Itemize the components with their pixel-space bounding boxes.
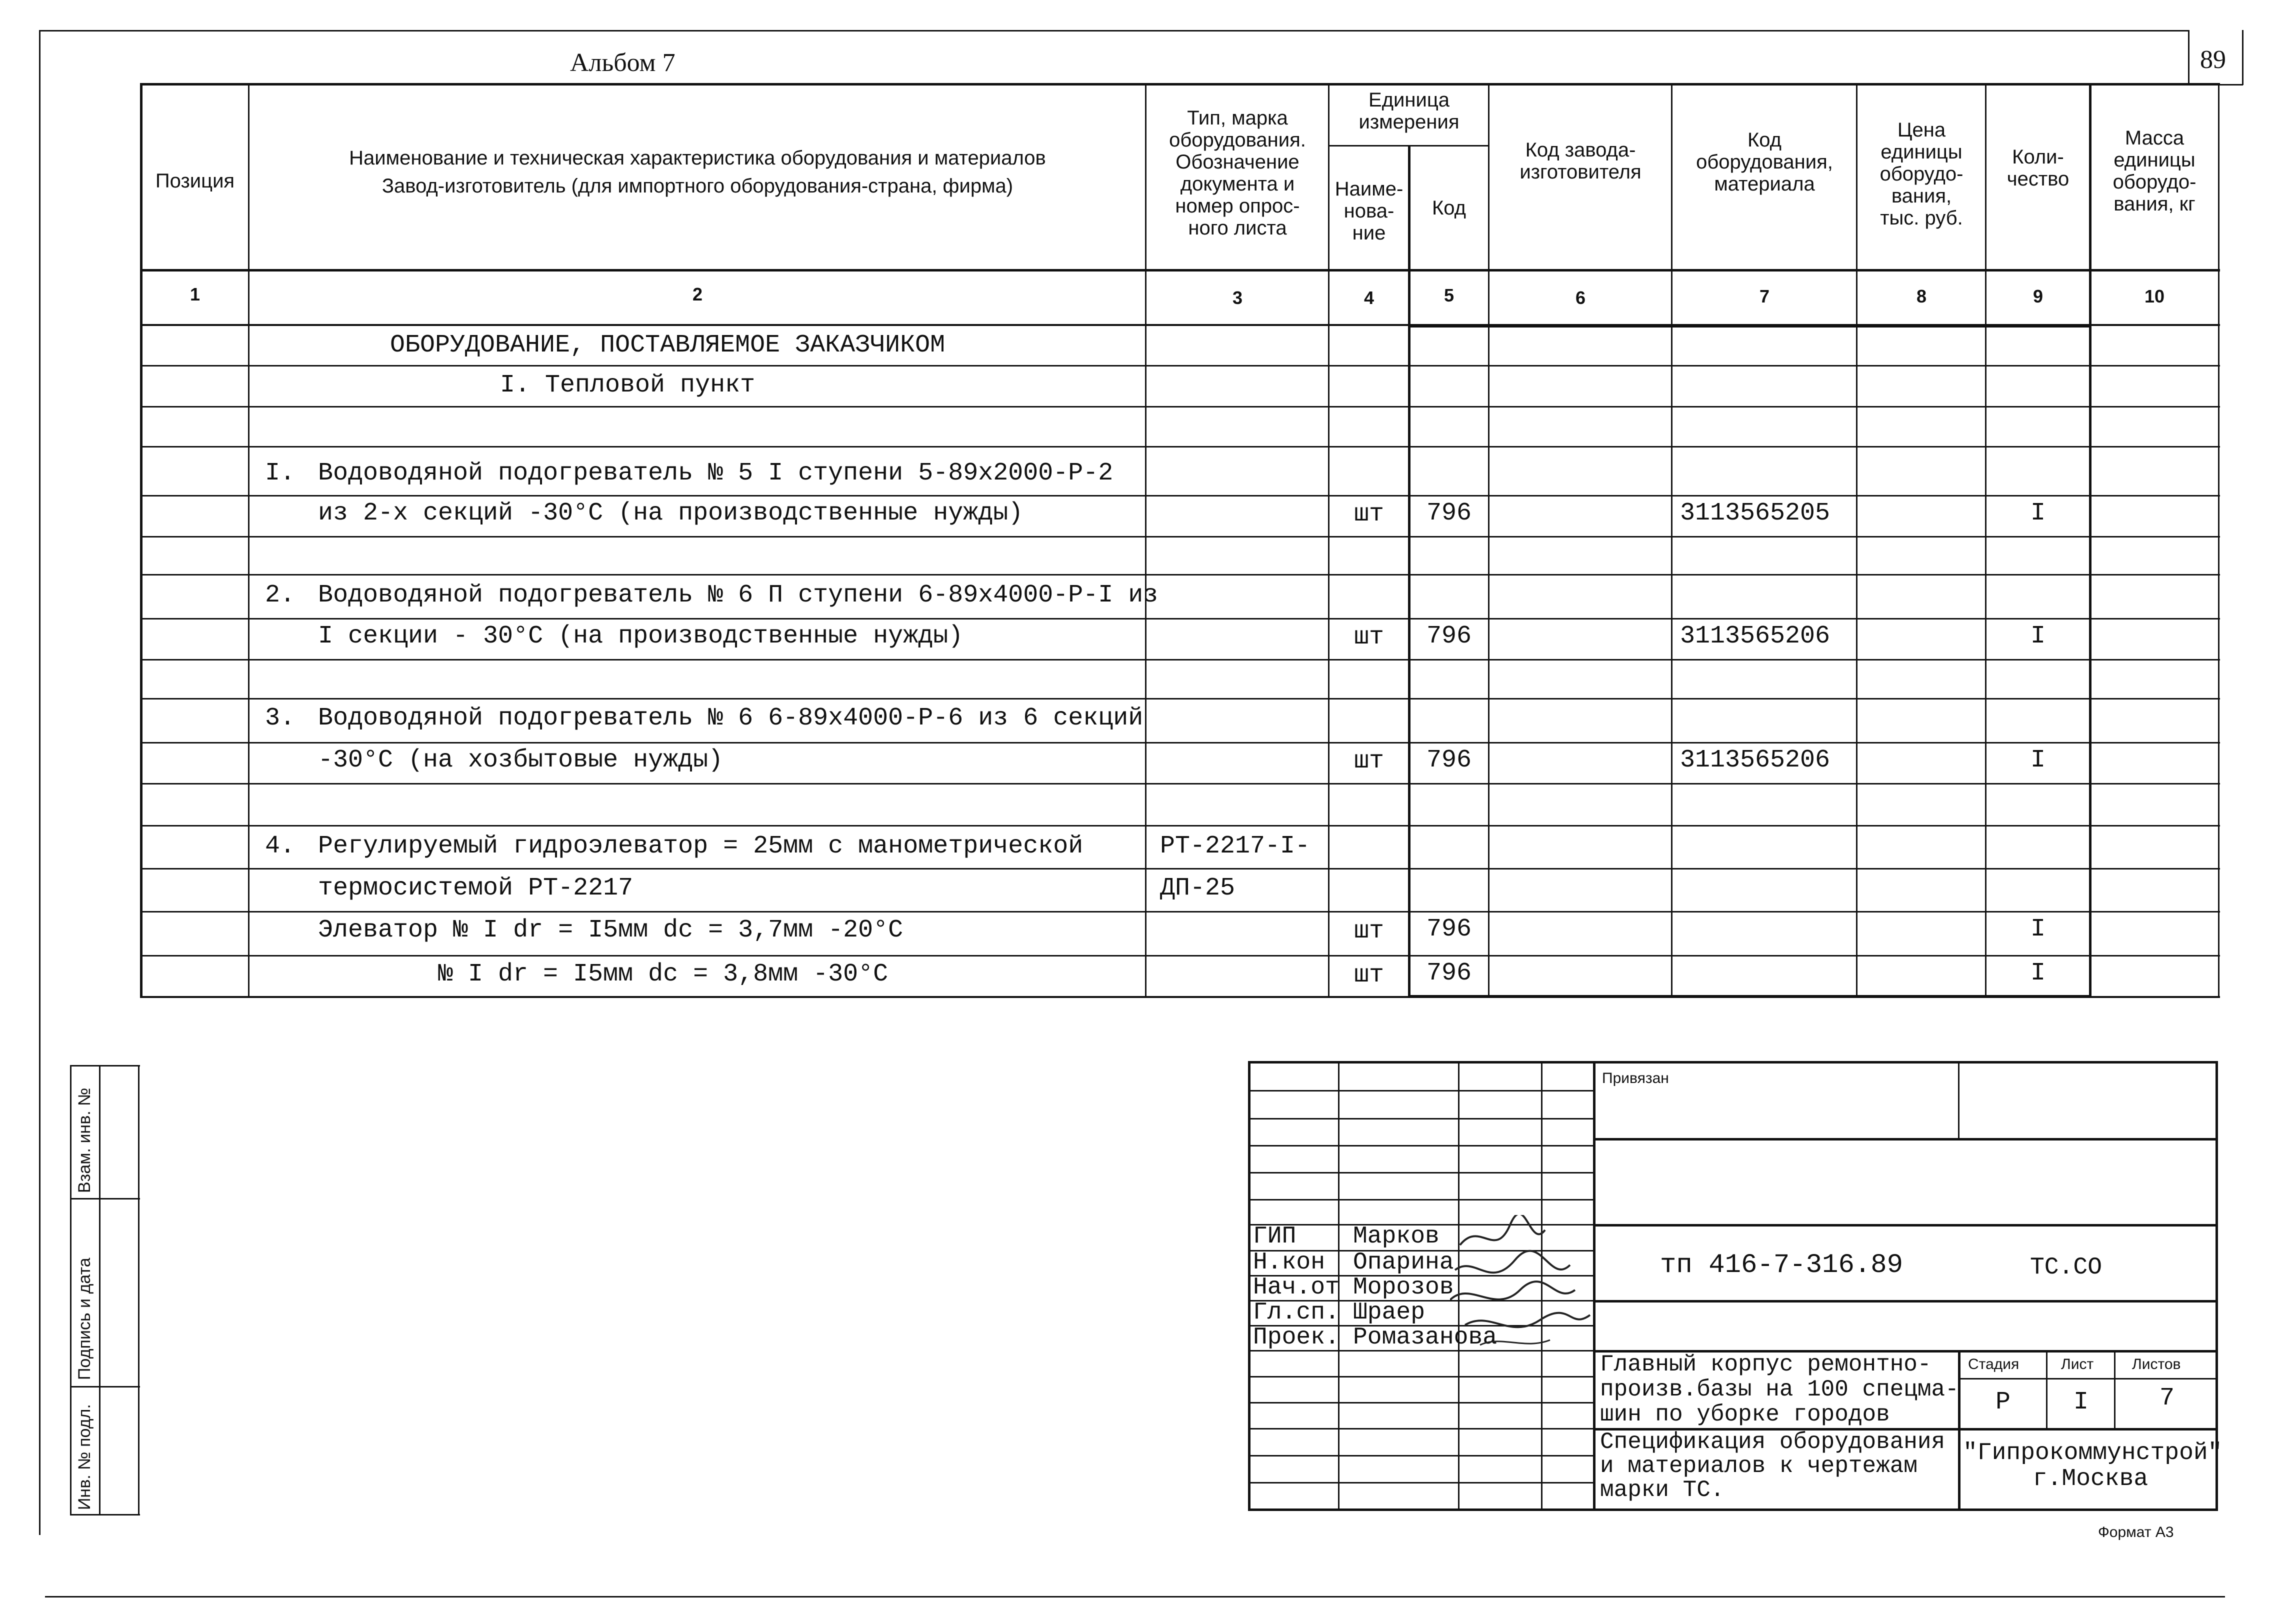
item-name: термосистемой РТ-2217: [318, 874, 634, 902]
item-position: 2.: [265, 581, 296, 610]
col-number: 8: [1916, 286, 1927, 306]
item-unit: шт: [1354, 623, 1384, 652]
col-number: 7: [1759, 286, 1770, 306]
name-morozov: Морозов: [1353, 1274, 1454, 1301]
page-number: 89: [2200, 46, 2226, 74]
format-label: Формат А3: [2098, 1524, 2174, 1540]
side-label-signature: Подпись и дата: [75, 1258, 94, 1380]
header-unit-name: Наиме- нова- ние: [1334, 178, 1404, 244]
privyazan-label: Привязан: [1602, 1070, 1669, 1086]
role-nkon: Н.кон: [1253, 1249, 1326, 1276]
signature-scribbles: [1450, 1215, 1600, 1355]
item-type: ДП-25: [1160, 874, 1236, 902]
col-number: 6: [1575, 288, 1586, 308]
header-name-line2: Завод-изготовитель (для импортного оборудования-страна, фирма): [382, 175, 1014, 197]
section-title: ОБОРУДОВАНИЕ, ПОСТАВЛЯЕМОЕ ЗАКАЗЧИКОМ: [390, 331, 946, 360]
item-unit: шт: [1354, 747, 1384, 776]
sheet-value: I: [2073, 1388, 2088, 1416]
item-name: Элеватор № I dr = I5мм dc = 3,7мм -20°С: [318, 916, 904, 944]
item-quantity: I: [2030, 915, 2046, 944]
col-number: 9: [2032, 286, 2044, 306]
header-type-mark: Тип, марка оборудования. Обозначение документа и номер опрос- ного листа: [1169, 107, 1306, 239]
item-unit: шт: [1354, 917, 1384, 946]
item-quantity: I: [2030, 959, 2046, 988]
item-name: Водоводяной подогреватель № 6 6-89х4000-Р-6 из 6 секций: [318, 704, 1144, 732]
header-mass: Масса единицы оборудо- вания, кг: [2112, 127, 2196, 215]
subsection-title: I. Тепловой пункт: [500, 371, 756, 400]
header-equipment-code: Код оборудования, материала: [1696, 129, 1833, 195]
name-markov: Марков: [1353, 1223, 1440, 1250]
item-name: № I dr = I5мм dc = 3,8мм -30°С: [438, 960, 888, 988]
side-label-inv: Инв. № подл.: [75, 1404, 94, 1510]
item-type: РТ-2217-I-: [1160, 832, 1310, 860]
item-name: I секции - 30°С (на производственные нужды): [318, 622, 964, 650]
header-factory-code: Код завода- изготовителя: [1520, 139, 1642, 183]
item-unit-code: 796: [1426, 499, 1472, 528]
doc-code: тп 416-7-316.89: [1660, 1250, 1904, 1280]
side-label-replace: Взам. инв. №: [75, 1088, 94, 1193]
sheets-value: 7: [2159, 1384, 2174, 1412]
item-position: 3.: [265, 704, 296, 732]
item-name: Регулируемый гидроэлеватор = 25мм с манометрической: [318, 832, 1084, 860]
item-quantity: I: [2030, 622, 2046, 650]
item-equipment-code: 3113565205: [1680, 499, 1830, 528]
name-romazanova: Ромазанова: [1353, 1324, 1498, 1351]
item-position: 4.: [265, 832, 296, 860]
item-name: -30°С (на хозбытовые нужды): [318, 746, 724, 774]
album-label: Альбом 7: [570, 48, 676, 77]
doc-mark: ТС.СО: [2030, 1254, 2102, 1281]
header-position: Позиция: [155, 170, 235, 192]
item-unit-code: 796: [1426, 746, 1472, 774]
col-number: 10: [2144, 286, 2165, 306]
name-shraer: Шраер: [1353, 1299, 1426, 1326]
item-quantity: I: [2030, 746, 2046, 774]
item-unit-code: 796: [1426, 915, 1472, 944]
header-unit-code: Код: [1432, 197, 1466, 219]
role-glsp: Гл.сп.: [1253, 1299, 1340, 1326]
organization: "Гипрокоммунстрой" г.Москва: [1963, 1440, 2222, 1492]
item-quantity: I: [2030, 499, 2046, 528]
col-number: 1: [190, 284, 200, 304]
item-equipment-code: 3113565206: [1680, 622, 1830, 650]
header-price: Цена единицы оборудо- вания, тыс. руб.: [1880, 119, 1964, 229]
role-nachot: Нач.от: [1253, 1274, 1340, 1301]
col-number: 5: [1444, 285, 1454, 306]
col-number: 4: [1364, 288, 1374, 308]
item-name: из 2-х секций -30°С (на производственные нужды): [318, 499, 1024, 528]
sheets-label: Листов: [2132, 1356, 2181, 1372]
item-unit-code: 796: [1426, 959, 1472, 988]
role-proek: Проек.: [1253, 1324, 1340, 1351]
item-unit-code: 796: [1426, 622, 1472, 650]
col-number: 2: [692, 284, 703, 304]
header-quantity: Коли- чество: [2006, 146, 2070, 190]
item-unit: шт: [1354, 500, 1384, 528]
stage-label: Стадия: [1968, 1356, 2020, 1372]
header-unit-group: Единица измерения: [1358, 89, 1460, 133]
stage-value: Р: [1995, 1388, 2010, 1416]
document-title: Спецификация оборудования и материалов к чертежам марки ТС.: [1600, 1429, 1946, 1503]
item-name: Водоводяной подогреватель № 5 I ступени 5-89х2000-Р-2: [318, 459, 1114, 488]
item-name: Водоводяной подогреватель № 6 П ступени 6-89х4000-Р-I из: [318, 581, 1158, 610]
item-position: I.: [265, 459, 296, 488]
name-oparina: Опарина: [1353, 1249, 1454, 1276]
role-gip: ГИП: [1253, 1223, 1296, 1250]
header-name-line1: Наименование и техническая характеристика оборудования и материалов: [349, 147, 1046, 169]
item-unit: шт: [1354, 961, 1384, 990]
item-equipment-code: 3113565206: [1680, 746, 1830, 774]
col-number: 3: [1232, 288, 1243, 308]
object-title: Главный корпус ремонтно- произв.базы на 100 спецма- шин по уборке городов: [1600, 1352, 1959, 1428]
sheet-label: Лист: [2061, 1356, 2094, 1372]
